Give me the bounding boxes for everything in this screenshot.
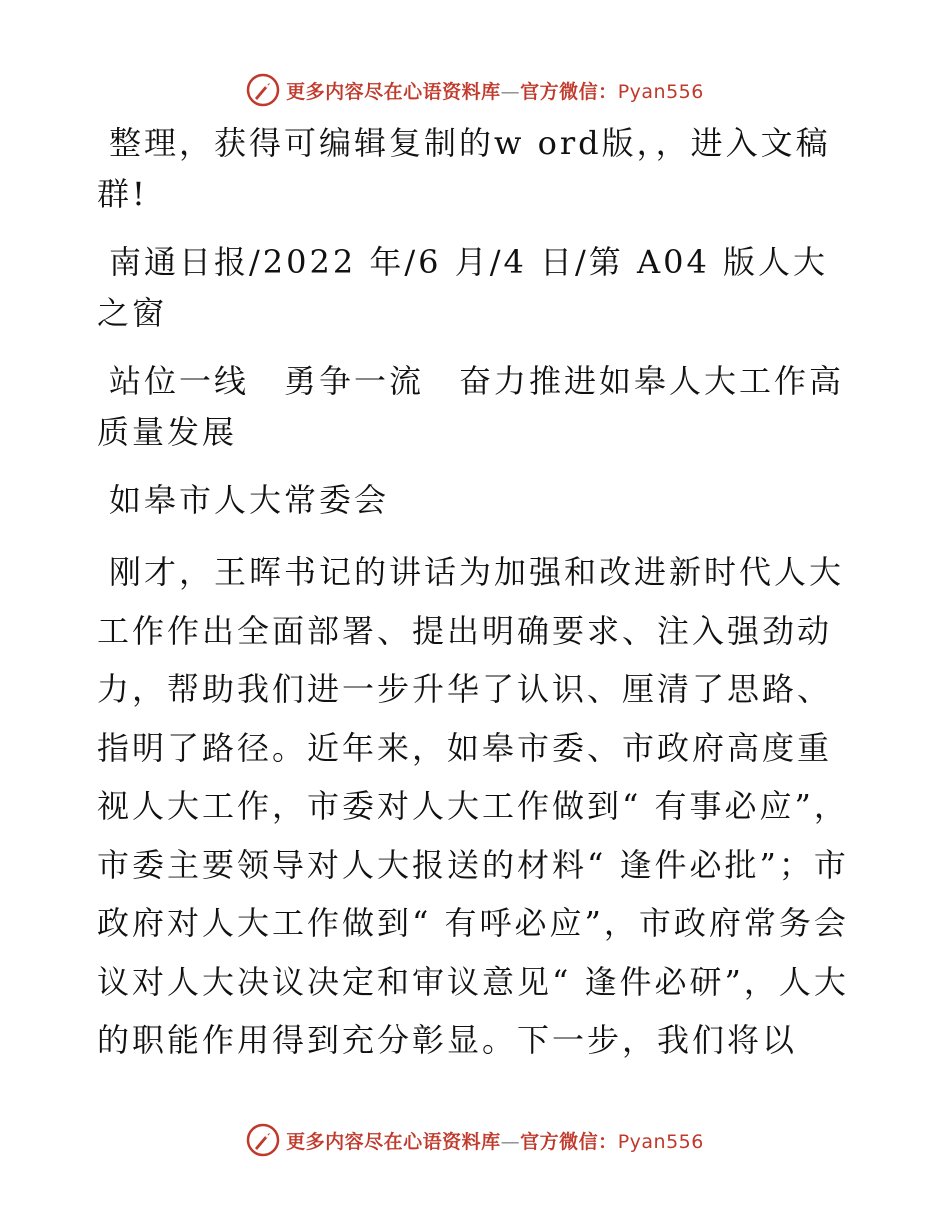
paragraph-body: 刚才，王晖书记的讲话为加强和改进新时代人大工作作出全面部署、提出明确要求、注入强劲动力，帮助我们进一步升华了认识、厘清了思路、指明了路径。近年来，如皋市委、市政府高度重视人大工作，市委对人大工作做到“ 有事必应”，市委主要领导对人大报送的材料“ 逢件必批”；市政府对人大工作做到“ 有呼必应”，市政府常务会议对人大决议决定和审议意见“ 逢件必研”，人大的职能作用得到充分彰显。下一步，我们将以 (97, 553, 849, 1059)
paragraph-author: 如皋市人大常委会 (109, 481, 390, 519)
watermark-brand: 更多内容尽在心语资料库 (286, 1130, 501, 1153)
document-body (97, 118, 857, 1087)
paragraph-title: 站位一线 勇争一流 奋力推进如皋人大工作高质量发展 (97, 362, 845, 451)
pen-nib-icon (246, 73, 280, 107)
watermark-wechat-id: Pyan556 (617, 1130, 704, 1153)
pen-nib-icon (246, 1123, 280, 1157)
watermark-text (286, 1127, 704, 1154)
watermark-label: 官方微信： (520, 1130, 618, 1153)
paragraph-intro: 整理，获得可编辑复制的w ord版，，进入文稿群! (97, 124, 831, 213)
watermark-wechat-id: Pyan556 (617, 80, 704, 103)
watermark-brand: 更多内容尽在心语资料库 (286, 80, 501, 103)
watermark-banner-bottom (0, 1120, 950, 1160)
watermark-label: 官方微信： (520, 80, 618, 103)
paragraph-source: 南通日报/2022 年/6 月/4 日/第 A04 版人大之窗 (97, 243, 828, 332)
watermark-separator: — (500, 80, 521, 103)
watermark-banner-top (0, 70, 950, 110)
watermark-separator: — (500, 1130, 521, 1153)
watermark-text (286, 77, 704, 104)
